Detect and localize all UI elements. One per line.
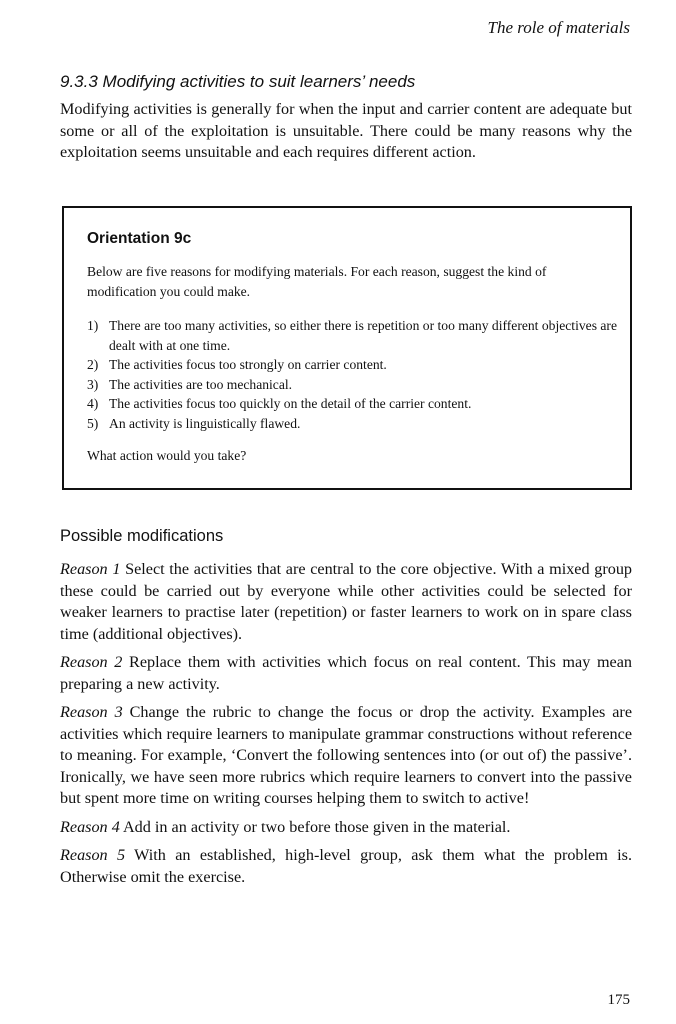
list-item-text: The activities focus too quickly on the detail of the carrier content. [109,396,472,411]
reason-text: Replace them with activities which focus on real content. This may mean preparing a new activity. [60,653,632,693]
reason-label: Reason 1 [60,560,121,578]
running-head: The role of materials [487,18,630,37]
list-item-number: 1) [87,318,99,333]
orientation-list [87,316,617,433]
reason-text: With an established, high-level group, ask them what the problem is. Otherwise omit the exercise. [60,846,632,886]
list-item [87,375,617,395]
list-item [87,316,617,355]
list-item-number: 3) [87,376,99,392]
orientation-question: What action would you take? [87,448,247,463]
reason-text: Change the rubric to change the focus or drop the activity. Examples are activities which require learners to manipulate grammar constructions without reference to meaning. For example, ‘Convert the following sentences into (or out of) the passive’. Ironically, we have seen more rubrics which require learners to convert into the passive but spent more time on writing courses helping them to switch to active! [60,703,633,807]
list-item-text: There are too many activities, so either there is repetition or too many different objectives are dealt with at one time. [109,318,617,353]
reason-text: Select the activities that are central to the core objective. With a mixed group these could be carried out by everyone while other activities could be selected for weaker learners to practise later (repetition) or faster learners to work on in spare class time (additional objectives). [60,560,633,643]
list-item-number: 2) [87,357,99,372]
reason-paragraph [60,817,632,839]
list-item-text: An activity is linguistically flawed. [109,415,301,431]
list-item-text: The activities are too mechanical. [109,376,293,392]
list-item-number: 5) [87,415,99,431]
modifications-heading: Possible modifications [60,527,224,545]
reasons-list [60,559,632,895]
list-item-number: 4) [87,396,99,411]
orientation-title: Orientation 9c [87,230,192,247]
page-number: 175 [607,992,630,1008]
reason-label: Reason 2 [60,653,123,671]
reason-label: Reason 5 [60,846,126,864]
list-item [87,394,617,414]
section-heading: 9.3.3 Modifying activities to suit learners’ needs [60,72,416,91]
reason-label: Reason 4 [60,817,120,836]
orientation-box [62,206,632,490]
list-item-text: The activities focus too strongly on carrier content. [109,357,387,372]
reason-paragraph [60,652,632,695]
list-item [87,414,617,434]
reason-label: Reason 3 [60,703,123,721]
reason-paragraph [60,559,632,645]
reason-paragraph [60,702,632,810]
reason-text: Add in an activity or two before those given in the material. [122,817,511,836]
orientation-intro: Below are five reasons for modifying materials. For each reason, suggest the kind of modification you could make. [87,264,547,299]
list-item [87,355,617,375]
reason-paragraph [60,845,632,888]
intro-paragraph: Modifying activities is generally for when the input and carrier content are adequate but some or all of the exploitation is unsuitable. There could be many reasons why the exploitation seems unsuitable and each requires different action. [60,100,632,161]
